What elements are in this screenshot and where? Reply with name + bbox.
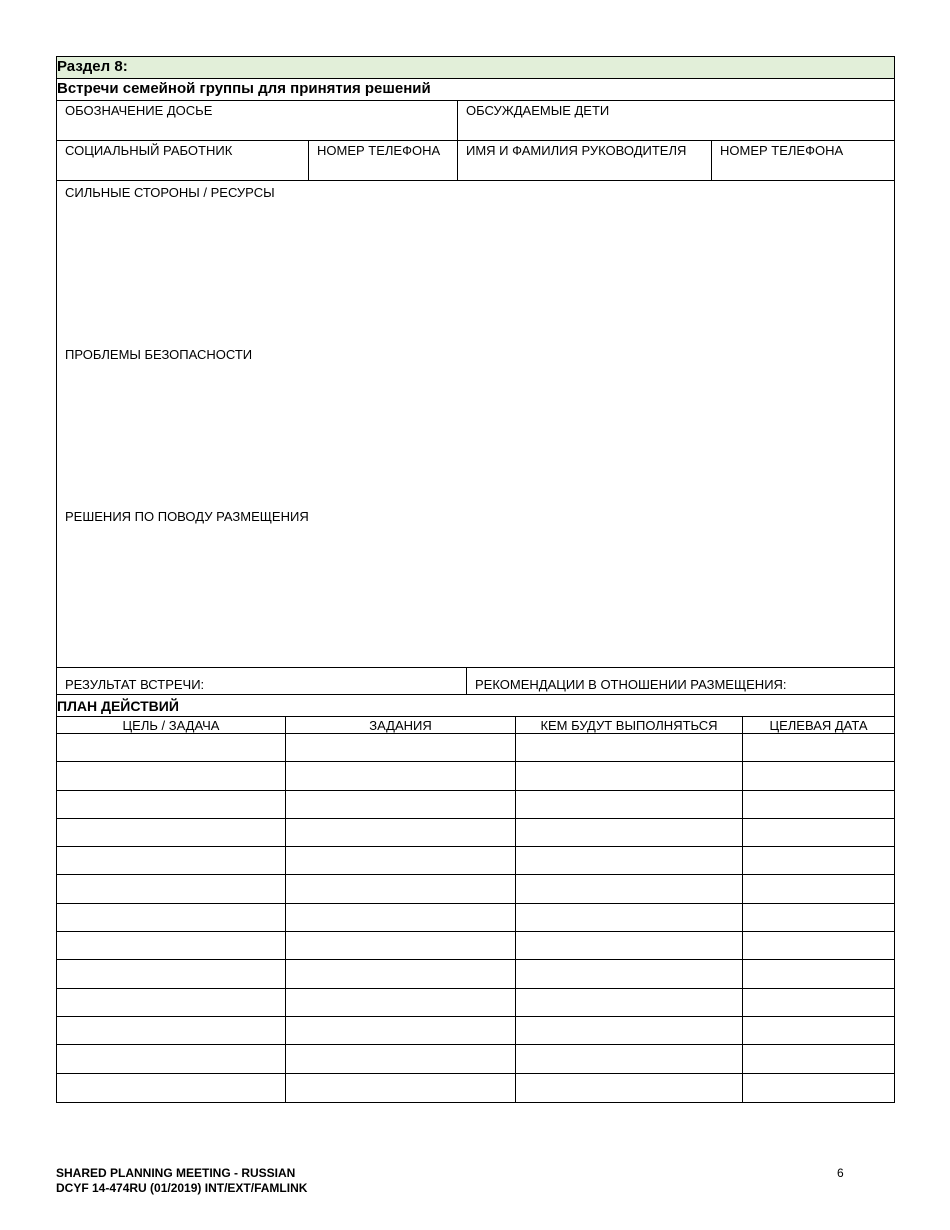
table-row	[57, 1074, 894, 1102]
plan-cell-responsible[interactable]	[516, 1017, 743, 1044]
plan-cell-responsible[interactable]	[516, 1045, 743, 1072]
column-header-tasks: ЗАДАНИЯ	[286, 717, 516, 733]
placement-decisions-label: РЕШЕНИЯ ПО ПОВОДУ РАЗМЕЩЕНИЯ	[65, 509, 309, 524]
supervisor-phone-field[interactable]	[712, 141, 894, 180]
table-row	[57, 819, 894, 847]
plan-cell-tasks[interactable]	[286, 847, 516, 874]
plan-cell-tasks[interactable]	[286, 932, 516, 959]
footer-form-title: SHARED PLANNING MEETING - RUSSIAN	[56, 1166, 296, 1180]
plan-cell-goal[interactable]	[57, 819, 286, 846]
plan-cell-goal[interactable]	[57, 875, 286, 902]
plan-cell-tasks[interactable]	[286, 1045, 516, 1072]
plan-cell-responsible[interactable]	[516, 932, 743, 959]
worker-phone-field[interactable]	[309, 141, 458, 180]
plan-cell-goal[interactable]	[57, 762, 286, 789]
column-header-responsible: КЕМ БУДУТ ВЫПОЛНЯТЬСЯ	[516, 717, 743, 733]
plan-cell-goal[interactable]	[57, 791, 286, 818]
plan-cell-target-date[interactable]	[743, 875, 894, 902]
plan-cell-goal[interactable]	[57, 989, 286, 1016]
plan-cell-target-date[interactable]	[743, 847, 894, 874]
table-row	[57, 960, 894, 988]
plan-cell-tasks[interactable]	[286, 904, 516, 931]
action-plan-rows	[57, 734, 894, 1102]
plan-cell-tasks[interactable]	[286, 1017, 516, 1044]
supervisor-name-label: ИМЯ И ФАМИЛИЯ РУКОВОДИТЕЛЯ	[466, 143, 687, 158]
form-footer	[56, 1166, 307, 1196]
plan-cell-tasks[interactable]	[286, 1074, 516, 1102]
plan-cell-goal[interactable]	[57, 847, 286, 874]
notes-area[interactable]	[57, 181, 894, 668]
table-row	[57, 847, 894, 875]
plan-cell-goal[interactable]	[57, 904, 286, 931]
worker-row	[57, 141, 894, 181]
worker-phone-label: НОМЕР ТЕЛЕФОНА	[317, 143, 441, 158]
table-row	[57, 1017, 894, 1045]
plan-cell-target-date[interactable]	[743, 1045, 894, 1072]
section-subtitle: Встречи семейной группы для принятия решений	[57, 79, 894, 101]
plan-cell-tasks[interactable]	[286, 875, 516, 902]
plan-cell-goal[interactable]	[57, 960, 286, 987]
table-row	[57, 791, 894, 819]
plan-cell-goal[interactable]	[57, 1017, 286, 1044]
plan-cell-goal[interactable]	[57, 1074, 286, 1102]
placement-recommendations-field[interactable]	[467, 668, 894, 694]
plan-cell-target-date[interactable]	[743, 989, 894, 1016]
column-header-target-date: ЦЕЛЕВАЯ ДАТА	[769, 718, 868, 733]
action-plan-title: ПЛАН ДЕЙСТВИЙ	[57, 695, 894, 717]
plan-cell-responsible[interactable]	[516, 904, 743, 931]
plan-cell-target-date[interactable]	[743, 762, 894, 789]
plan-cell-tasks[interactable]	[286, 762, 516, 789]
plan-cell-target-date[interactable]	[743, 1074, 894, 1102]
case-row	[57, 101, 894, 141]
strengths-label: СИЛЬНЫЕ СТОРОНЫ / РЕСУРСЫ	[65, 185, 275, 200]
children-discussed-label: ОБСУЖДАЕМЫЕ ДЕТИ	[466, 103, 610, 118]
table-row	[57, 762, 894, 790]
column-header-goal: ЦЕЛЬ / ЗАДАЧА	[57, 717, 286, 733]
plan-cell-responsible[interactable]	[516, 791, 743, 818]
table-row	[57, 734, 894, 762]
plan-cell-responsible[interactable]	[516, 847, 743, 874]
plan-cell-tasks[interactable]	[286, 791, 516, 818]
plan-cell-responsible[interactable]	[516, 734, 743, 761]
case-name-label: ОБОЗНАЧЕНИЕ ДОСЬЕ	[65, 103, 213, 118]
supervisor-name-field[interactable]	[458, 141, 712, 180]
plan-cell-tasks[interactable]	[286, 734, 516, 761]
plan-cell-tasks[interactable]	[286, 819, 516, 846]
children-discussed-field[interactable]	[458, 101, 894, 140]
plan-cell-responsible[interactable]	[516, 762, 743, 789]
page-number: 6	[837, 1166, 844, 1180]
plan-cell-responsible[interactable]	[516, 960, 743, 987]
plan-cell-target-date[interactable]	[743, 932, 894, 959]
plan-cell-target-date[interactable]	[743, 791, 894, 818]
case-name-field[interactable]	[57, 101, 458, 140]
table-row	[57, 875, 894, 903]
plan-cell-tasks[interactable]	[286, 960, 516, 987]
table-row	[57, 904, 894, 932]
safety-concerns-label: ПРОБЛЕМЫ БЕЗОПАСНОСТИ	[65, 347, 253, 362]
plan-cell-responsible[interactable]	[516, 1074, 743, 1102]
plan-cell-goal[interactable]	[57, 1045, 286, 1072]
action-plan-header	[57, 717, 894, 734]
table-row	[57, 932, 894, 960]
plan-cell-target-date[interactable]	[743, 904, 894, 931]
plan-cell-goal[interactable]	[57, 932, 286, 959]
meeting-outcome-label: РЕЗУЛЬТАТ ВСТРЕЧИ:	[65, 677, 205, 692]
section-title: Раздел 8:	[57, 57, 894, 79]
plan-cell-target-date[interactable]	[743, 734, 894, 761]
table-row	[57, 1045, 894, 1073]
section-8-form	[56, 56, 895, 1103]
plan-cell-target-date[interactable]	[743, 960, 894, 987]
plan-cell-tasks[interactable]	[286, 989, 516, 1016]
table-row	[57, 989, 894, 1017]
plan-cell-goal[interactable]	[57, 734, 286, 761]
plan-cell-responsible[interactable]	[516, 819, 743, 846]
supervisor-phone-label: НОМЕР ТЕЛЕФОНА	[720, 143, 844, 158]
meeting-outcome-field[interactable]	[57, 668, 467, 694]
plan-cell-target-date[interactable]	[743, 1017, 894, 1044]
social-worker-field[interactable]	[57, 141, 309, 180]
outcome-row	[57, 668, 894, 695]
social-worker-label: СОЦИАЛЬНЫЙ РАБОТНИК	[65, 143, 233, 158]
plan-cell-responsible[interactable]	[516, 875, 743, 902]
plan-cell-target-date[interactable]	[743, 819, 894, 846]
placement-recommendations-label: РЕКОМЕНДАЦИИ В ОТНОШЕНИИ РАЗМЕЩЕНИЯ:	[475, 677, 787, 692]
plan-cell-responsible[interactable]	[516, 989, 743, 1016]
footer-form-code: DCYF 14-474RU (01/2019) INT/EXT/FAMLINK	[56, 1181, 308, 1195]
